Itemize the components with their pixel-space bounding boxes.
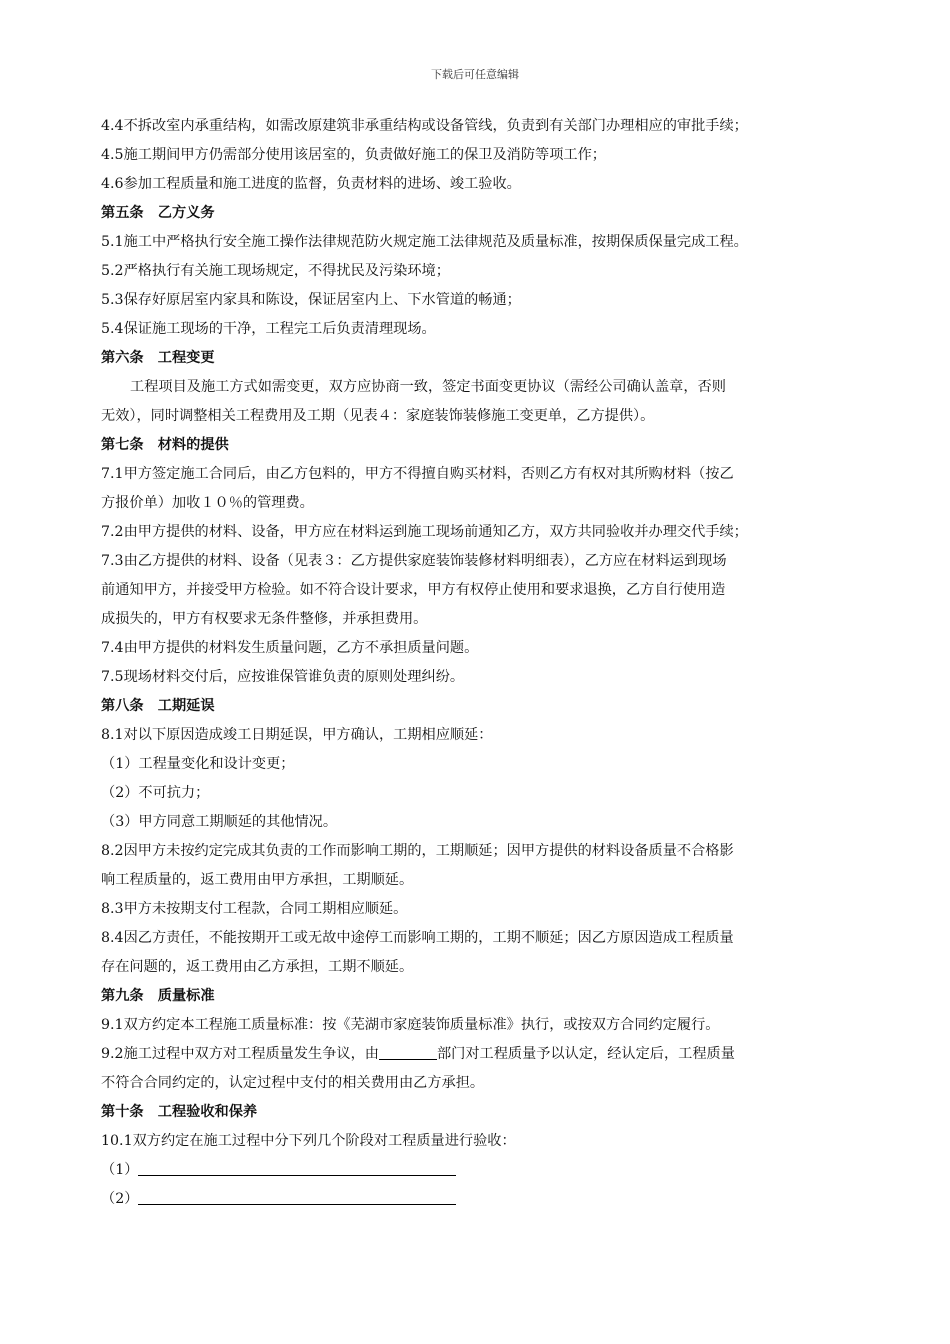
paragraph-line: 7.2由甲方提供的材料、设备，甲方应在材料运到施工现场前通知乙方，双方共同验收并办理交代手续； (101, 524, 748, 540)
section-heading: 第十条 工程验收和保养 (101, 1104, 258, 1120)
paragraph-line: 4.6参加工程质量和施工进度的监督，负责材料的进场、竣工验收。 (101, 176, 521, 192)
stage-blank-field[interactable] (138, 1188, 456, 1205)
acceptance-stage-item (101, 1156, 871, 1185)
paragraph-line: 不符合合同约定的，认定过程中支付的相关费用由乙方承担。 (101, 1075, 485, 1091)
paragraph-line: 成损失的，甲方有权要求无条件整修，并承担费用。 (101, 611, 428, 627)
paragraph-line: 9.1双方约定本工程施工质量标准：按《芜湖市家庭装饰质量标准》执行，或按双方合同约定履行。 (101, 1017, 720, 1033)
stage-blank-field[interactable] (138, 1159, 456, 1176)
document-body (101, 112, 871, 1214)
paragraph-line: 4.4不拆改室内承重结构，如需改原建筑非承重结构或设备管线，负责到有关部门办理相应的审批手续； (101, 118, 748, 134)
paragraph-line: 5.1施工中严格执行安全施工操作法律规范防火规定施工法律规范及质量标准，按期保质保量完成工程。 (101, 234, 748, 250)
department-blank[interactable] (379, 1043, 437, 1060)
paragraph-line: 无效），同时调整相关工程费用及工期（见表４：家庭装饰装修施工变更单，乙方提供）。 (101, 408, 655, 424)
paragraph-line: 5.2严格执行有关施工现场规定，不得扰民及污染环境； (101, 263, 450, 279)
paragraph-line: 8.1对以下原因造成竣工日期延误，甲方确认，工期相应顺延： (101, 727, 493, 743)
paragraph-line: 工程项目及施工方式如需变更，双方应协商一致，签定书面变更协议（需经公司确认盖章，否则 (130, 379, 726, 395)
paragraph-line: 8.2因甲方未按约定完成其负责的工作而影响工期的，工期顺延；因甲方提供的材料设备质量不合格影 (101, 843, 734, 859)
clauses-section-b (101, 1069, 871, 1156)
acceptance-stage-item (101, 1185, 871, 1214)
clauses-section-a (101, 112, 871, 1040)
clause-9-2-after: 部门对工程质量予以认定，经认定后，工程质量 (436, 1046, 735, 1062)
acceptance-stages-list (101, 1156, 871, 1214)
paragraph-line: 响工程质量的，返工费用由甲方承担，工期顺延。 (101, 872, 414, 888)
paragraph-line: 7.4由甲方提供的材料发生质量问题，乙方不承担质量问题。 (101, 640, 479, 656)
section-heading: 第八条 工期延误 (101, 698, 215, 714)
stage-number: （2） (101, 1191, 139, 1207)
paragraph-line: （3）甲方同意工期顺延的其他情况。 (101, 814, 338, 830)
paragraph-line: 前通知甲方，并接受甲方检验。如不符合设计要求，甲方有权停止使用和要求退换，乙方自行使用造 (101, 582, 726, 598)
stage-number: （1） (101, 1162, 139, 1178)
section-heading: 第九条 质量标准 (101, 988, 215, 1004)
paragraph-line: 8.4因乙方责任，不能按期开工或无故中途停工而影响工期的，工期不顺延；因乙方原因造成工程质量 (101, 930, 734, 946)
paragraph-line: 7.3由乙方提供的材料、设备（见表３：乙方提供家庭装饰装修材料明细表），乙方应在材料运到现场 (101, 553, 727, 569)
paragraph-line: 5.3保存好原居室内家具和陈设，保证居室内上、下水管道的畅通； (101, 292, 521, 308)
paragraph-line: 4.5施工期间甲方仍需部分使用该居室的，负责做好施工的保卫及消防等项工作； (101, 147, 606, 163)
paragraph-line: 方报价单）加收１０％的管理费。 (101, 495, 314, 511)
paragraph-line: （1）工程量变化和设计变更； (101, 756, 295, 772)
paragraph-line: 7.5现场材料交付后，应按谁保管谁负责的原则处理纠纷。 (101, 669, 465, 685)
page-header: 下载后可任意编辑 (431, 68, 519, 81)
section-heading: 第六条 工程变更 (101, 350, 215, 366)
clause-9-2-before: 9.2施工过程中双方对工程质量发生争议，由 (101, 1046, 379, 1062)
paragraph-line: （2）不可抗力； (101, 785, 210, 801)
paragraph-line: 5.4保证施工现场的干净，工程完工后负责清理现场。 (101, 321, 436, 337)
paragraph-line: 10.1双方约定在施工过程中分下列几个阶段对工程质量进行验收： (101, 1133, 516, 1149)
section-heading: 第七条 材料的提供 (101, 437, 229, 453)
clause-9-2-line (101, 1040, 871, 1069)
paragraph-line: 7.1甲方签定施工合同后，由乙方包料的，甲方不得擅自购买材料，否则乙方有权对其所购材料（按乙 (101, 466, 734, 482)
paragraph-line: 存在问题的，返工费用由乙方承担，工期不顺延。 (101, 959, 414, 975)
paragraph-line: 8.3甲方未按期支付工程款，合同工期相应顺延。 (101, 901, 408, 917)
section-heading: 第五条 乙方义务 (101, 205, 215, 221)
